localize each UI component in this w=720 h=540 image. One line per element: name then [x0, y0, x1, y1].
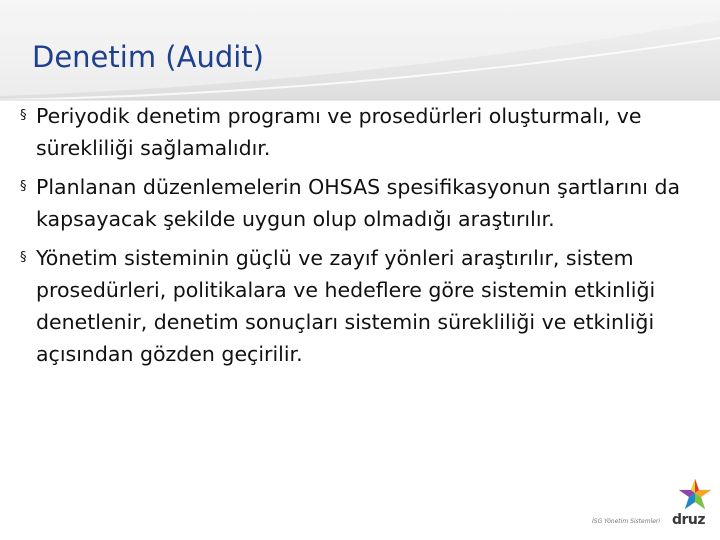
logo-wordmark: druz — [672, 512, 706, 528]
footer-caption: İSG Yönetim Sistemleri — [592, 518, 661, 525]
bullet-text: Periyodik denetim programı ve prosedürleri oluşturmalı, ve sürekliliği sağlamalıdır. — [36, 104, 642, 160]
bullet-item — [20, 242, 710, 370]
bullet-marker: § — [20, 108, 27, 123]
bullet-item — [20, 100, 710, 164]
bullet-text: Yönetim sisteminin güçlü ve zayıf yönleri araştırılır, sistem prosedürleri, politikalara ve hedeflere göre sistemin etkinliği denetlenir, denetim sonuçları sistemin sürekliliği ve etkinliği açısından gözden geçirilir. — [36, 246, 656, 366]
bullet-marker: § — [20, 250, 27, 265]
slide-body — [20, 100, 710, 377]
bullet-marker: § — [20, 179, 27, 194]
brand-logo — [672, 478, 716, 536]
bullet-text: Planlanan düzenlemelerin OHSAS spesifikasyonun şartlarını da kapsayacak şekilde uygun olup olmadığı araştırılır. — [36, 175, 681, 231]
page-title: Denetim (Audit) — [32, 40, 264, 74]
bullet-list — [20, 100, 710, 370]
bullet-item — [20, 171, 710, 235]
star-logo-icon — [678, 478, 712, 512]
